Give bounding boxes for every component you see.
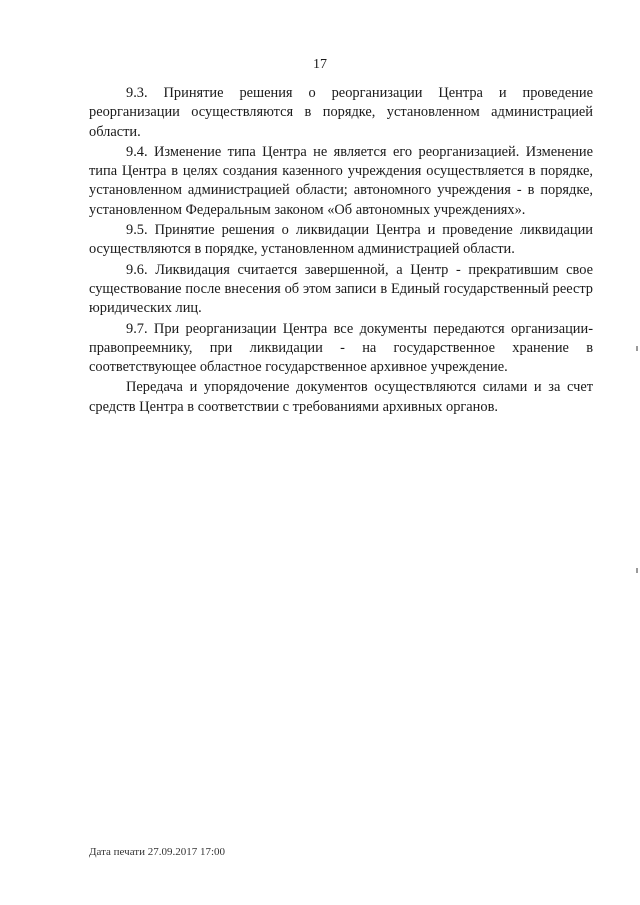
page-number: 17	[313, 57, 327, 72]
paragraph-9-5: 9.5. Принятие решения о ликвидации Центра и проведение ликвидации осуществляются в порядке, установленном администрацией области.	[89, 222, 593, 258]
paragraph-archive-transfer: Передача и упорядочение документов осуществляются силами и за счет средств Центра в соответствии с требованиями архивных органов.	[89, 379, 593, 415]
print-date-footer: Дата печати 27.09.2017 17:00	[89, 846, 226, 858]
scan-edge-mark	[636, 568, 638, 573]
scan-edge-mark	[636, 346, 638, 351]
paragraph-9-6: 9.6. Ликвидация считается завершенной, а Центр - прекратившим свое существование после внесения об этом записи в Единый государственный реестр юридических лиц.	[89, 261, 593, 317]
paragraph-9-3: 9.3. Принятие решения о реорганизации Центра и проведение реорганизации осуществляются в порядке, установленном администрацией области.	[89, 85, 593, 140]
document-body	[89, 84, 593, 417]
paragraph-9-7: 9.7. При реорганизации Центра все документы передаются организации-правопреемнику, при ликвидации - на государственное хранение в соответствующее областное государственное архивное учреждение.	[89, 320, 593, 376]
paragraph-9-4: 9.4. Изменение типа Центра не является его реорганизацией. Изменение типа Центра в целях создания казенного учреждения осуществляется в порядке, установленном администрацией области; автономного учреждения - в порядке, установленном Федеральным законом «Об автономных учреждениях».	[89, 143, 593, 218]
